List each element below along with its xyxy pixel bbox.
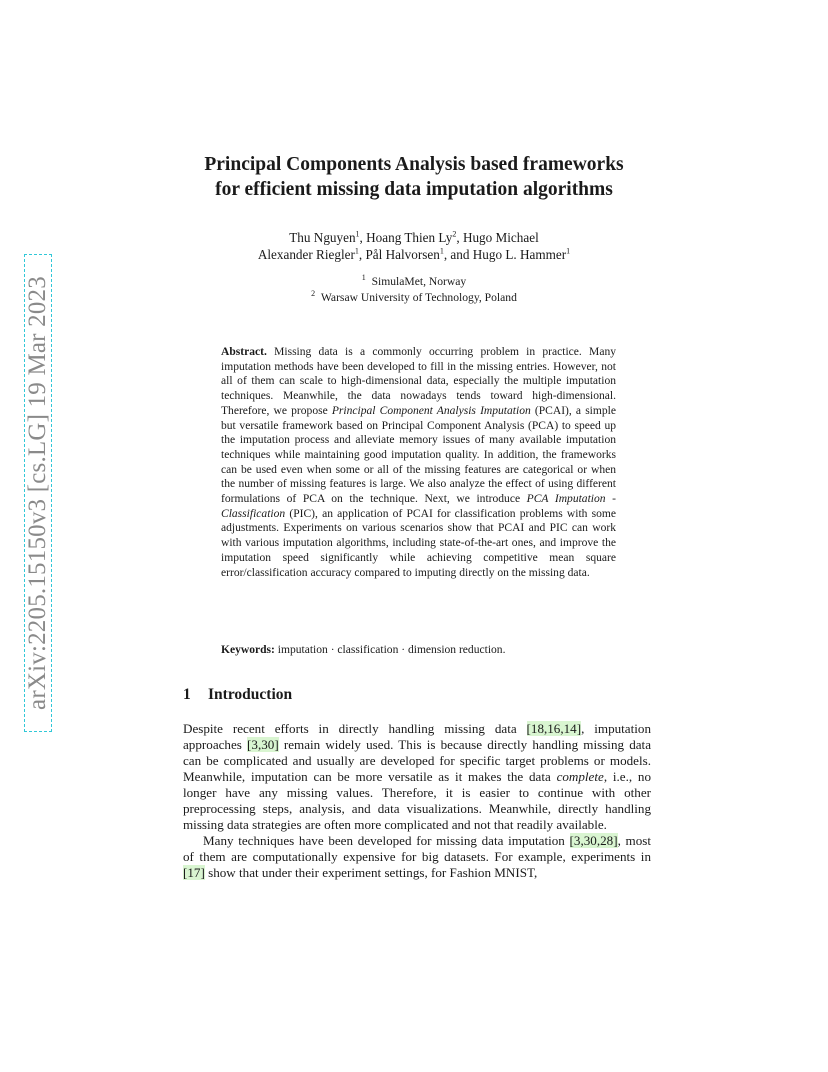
abstract-label: Abstract. [221,346,267,358]
author-name: , Pål Halvorsen [358,247,440,262]
affil-name: SimulaMet, Norway [371,275,467,288]
author-list [200,229,628,263]
affil-number: 1 [361,273,366,283]
author-affil-mark: 1 [354,246,359,256]
paper-title [160,152,668,202]
abstract-text: (PIC), an application of PCAI for classification problems with some adjustments. Experiments on various scenarios show that PCAI and PIC can work with various imputation algorithms, including state-of-the-art ones, and improve the imputation speed significantly while achieving competitive mean square error/classification accuracy compared to imputing directly on the missing data. [221,507,616,579]
paragraph [183,721,651,833]
keywords-text: imputation · classification · dimension reduction. [274,644,506,656]
author-name: Thu Nguyen [289,230,356,245]
author-affil-mark: 1 [439,246,444,256]
emphasis: complete [556,769,604,784]
author-name: , and Hugo L. Hammer [443,247,567,262]
affil-number: 2 [311,288,316,298]
abstract-text: Missing data is a commonly occurring problem in practice. Many imputation methods have been developed to fill in the missing entries. However, not all of them can scale to high-dimensional data, especially the multiple imputation techniques. Meanwhile, the data nowadays tends toward high-dimensional. Therefore, we propose [221,346,616,417]
arxiv-stamp [24,254,52,732]
abstract-emphasis: Principal Component Analysis Imputation [331,404,531,417]
citation-link[interactable]: [17] [183,865,205,880]
author-name: Alexander Riegler [257,247,355,262]
abstract-emphasis: PCA Imputation - Classification [221,493,616,520]
paragraph-text: , most of them are computationally expensive for big datasets. For example, experiments in [183,833,651,864]
introduction-body [183,721,651,881]
author-name: , Hoang Thien Ly [359,230,453,245]
keywords-label: Keywords: [221,644,275,656]
affiliation-1 [220,274,608,290]
citation-link[interactable]: [3,30] [247,737,279,752]
arxiv-stamp-text: arXiv:2205.15150v3 [cs.LG] 19 Mar 2023 [24,276,51,710]
affil-name: Warsaw University of Technology, Poland [320,290,517,304]
section-heading [183,686,292,704]
citation-link[interactable]: [3,30,28] [569,833,618,848]
keywords [221,643,616,658]
author-affil-mark: 1 [355,229,360,239]
affiliations [220,274,608,305]
title-line-1: Principal Components Analysis based frameworks [204,154,624,175]
section-title: Introduction [208,686,293,703]
paragraph-text: show that under their experiment settings, for Fashion MNIST, [204,865,538,880]
author-affil-mark: 2 [452,229,457,239]
abstract [221,345,616,580]
author-affil-mark: 1 [566,246,571,256]
paragraph-text: Many techniques have been developed for missing data imputation [203,833,570,848]
paragraph-text: , imputation approaches [183,721,651,752]
paragraph-text: Despite recent efforts in directly handling missing data [183,721,527,736]
affiliation-2 [220,290,608,306]
title-line-2: for efficient missing data imputation algorithms [215,179,613,200]
abstract-text: (PCAI), a simple but versatile framework based on Principal Component Analysis (PCA) to speed up the imputation process and alleviate memory issues of many available imputation techniques while maintaining good imputation quality. In addition, the frameworks can be used even when some or all of the missing features are categorical or when the number of missing features is large. We also analyze the effect of using different formulations of PCA on the technique. Next, we introduce [221,404,616,506]
paragraph-text: , i.e., no longer have any missing values. Therefore, it is easier to continue with other preprocessing steps, analysis, and data visualizations. Meanwhile, directly handling missing data strategies are often more complicated and not that readily available. [183,769,651,832]
author-name: , Hugo Michael [456,230,539,245]
paragraph [183,833,651,881]
citation-link[interactable]: [18,16,14] [526,721,582,736]
section-number: 1 [183,686,191,703]
paragraph-text: remain widely used. This is because directly handling missing data can be complicated and usually are developed for specific target problems or models. Meanwhile, imputation can be more versatile as it makes the data [183,737,651,784]
